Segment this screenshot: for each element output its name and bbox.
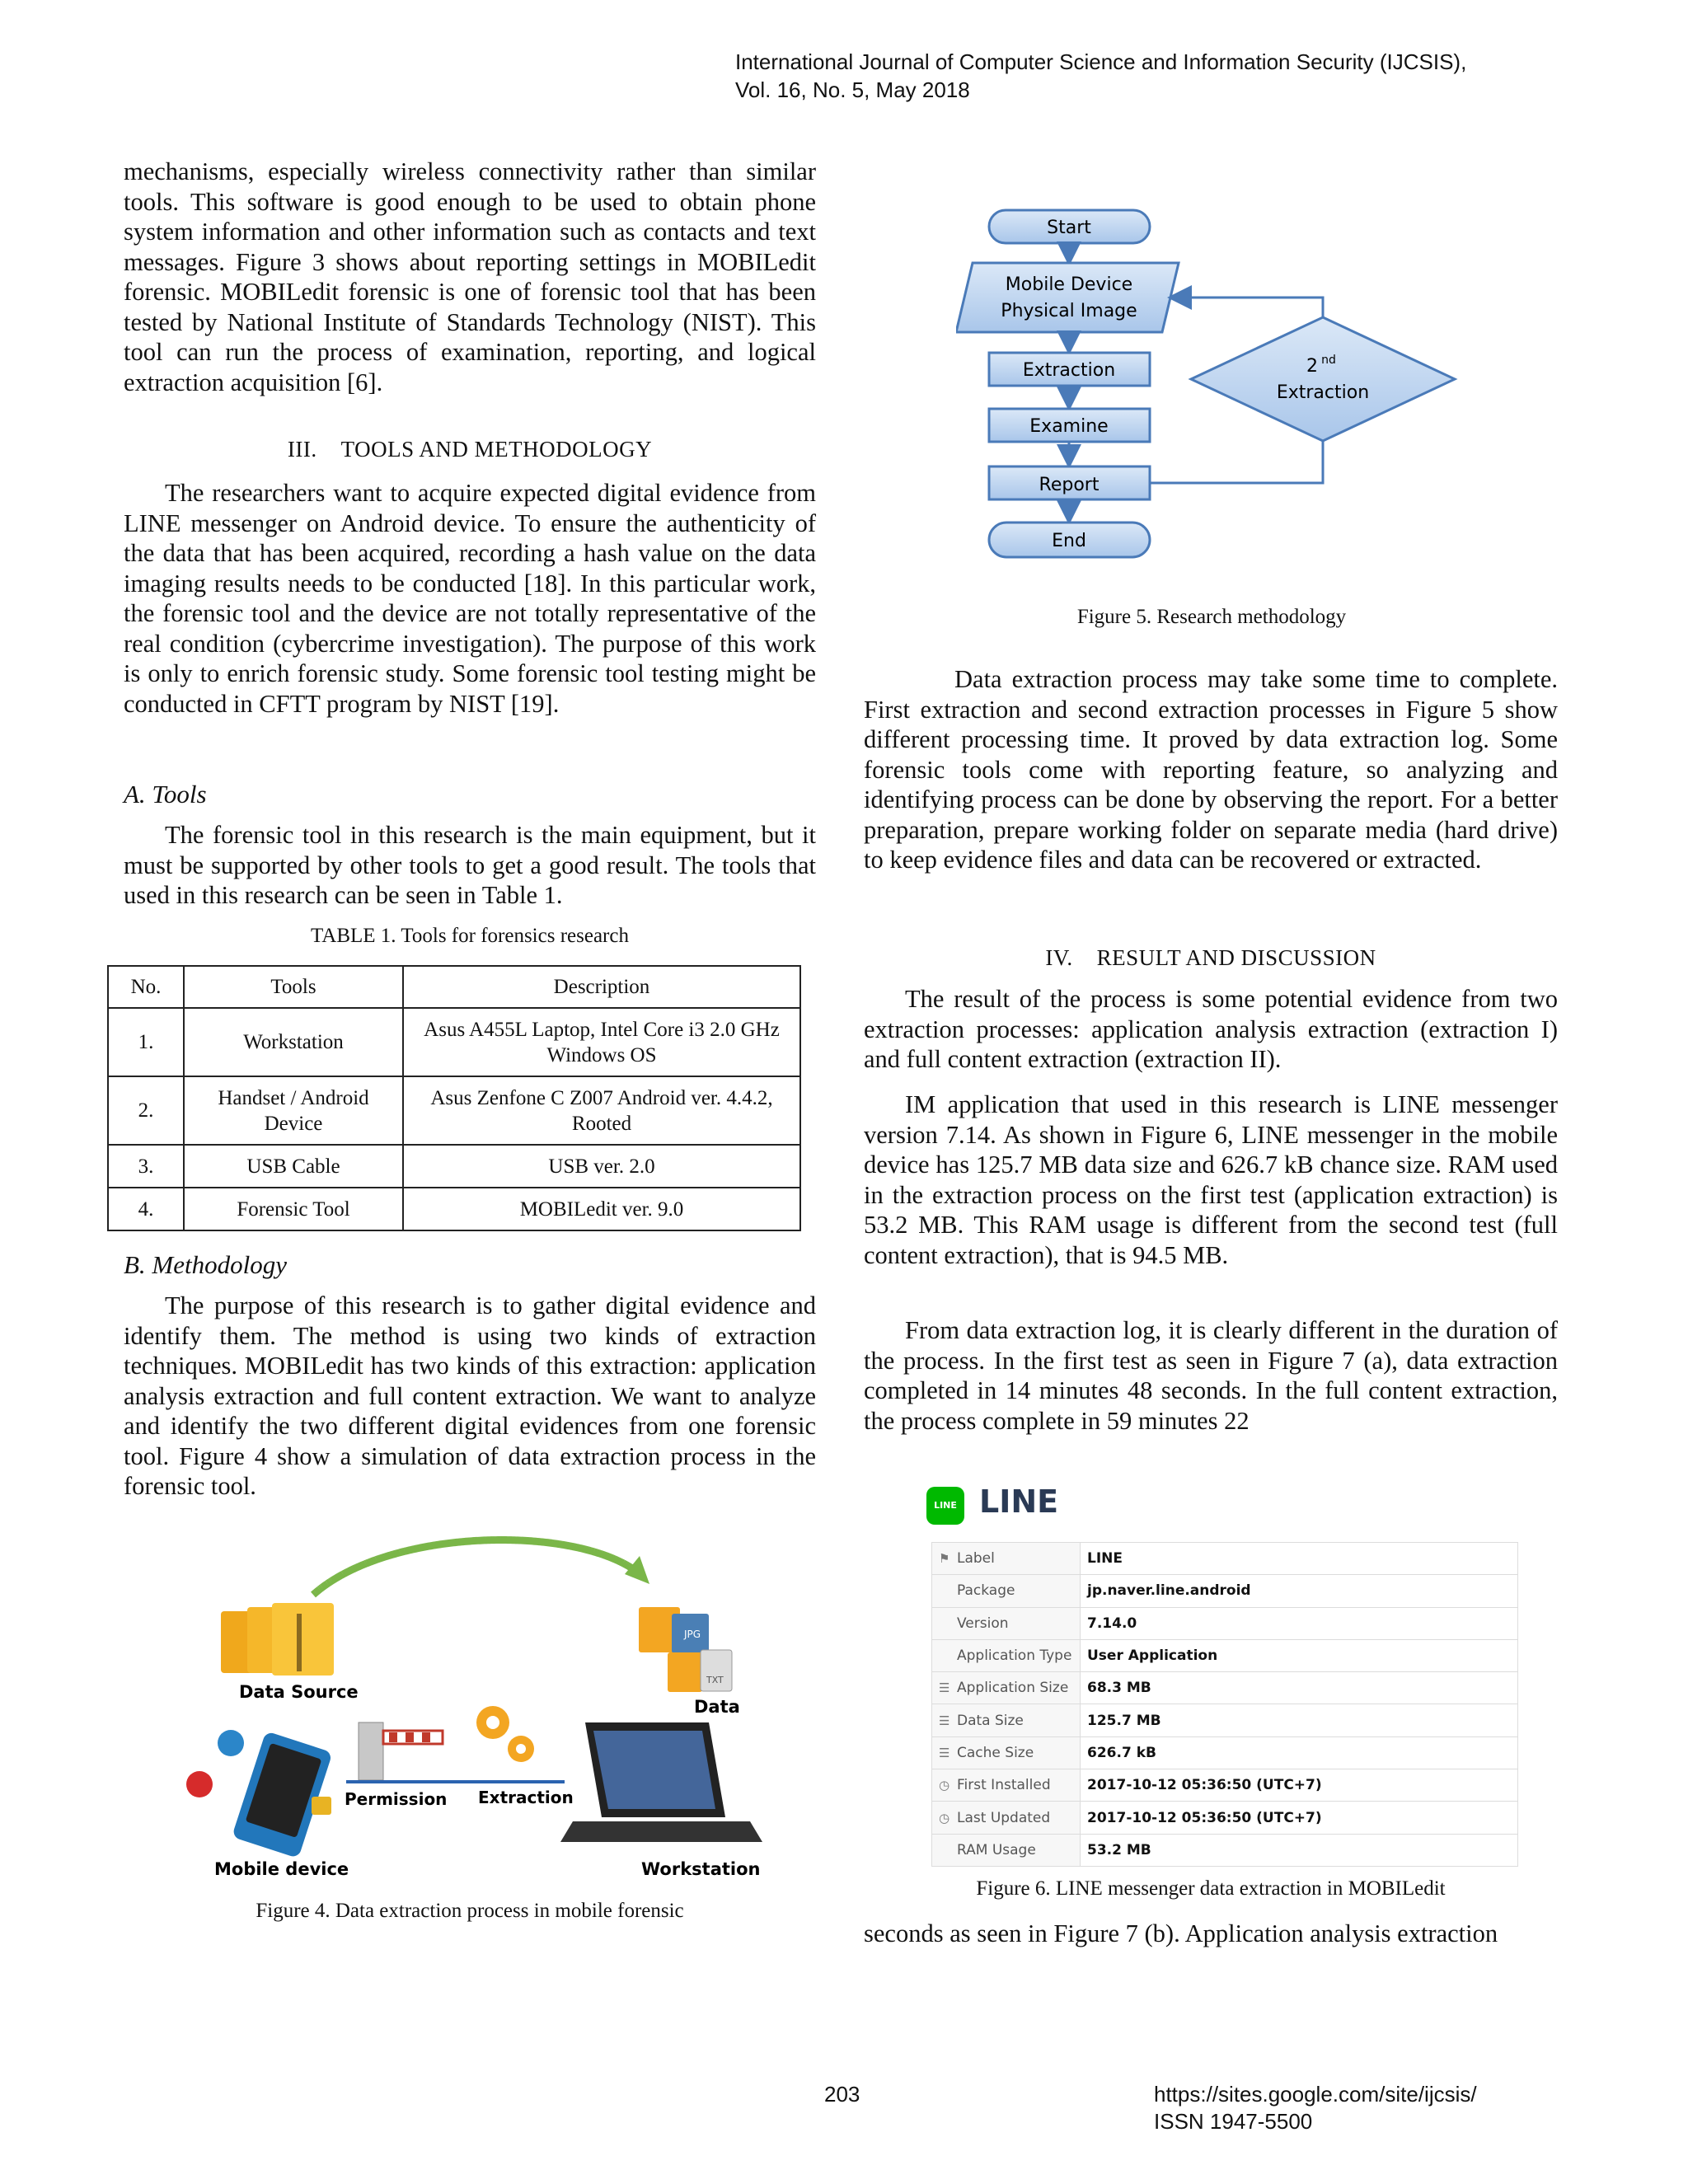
table-1-caption: TABLE 1. Tools for forensics research (311, 925, 629, 947)
table-cell-tool: USB Cable (184, 1145, 403, 1188)
journal-header-line1: International Journal of Computer Science and Information Security (IJCSIS), (735, 49, 1467, 74)
row-value: 53.2 MB (1081, 1834, 1518, 1866)
row-key: RAM Usage (957, 1841, 1036, 1858)
second-extraction-node (1191, 317, 1455, 441)
section-4-number: IV. (1045, 945, 1073, 970)
row-key: Last Updated (957, 1809, 1051, 1826)
table-cell-description: Asus Zenfone C Z007 Android ver. 4.4.2, Rooted (403, 1076, 800, 1145)
row-key: Application Type (957, 1647, 1072, 1665)
mobile-device-line1: Mobile Device (1005, 274, 1133, 295)
start-label: Start (1047, 218, 1091, 238)
left-para-1: mechanisms, especially wireless connectivity rather than similar tools. This software is good enough to be used to obtain phone system information and other information such as contacts and text messages. Figure 3 shows about reporting settings in MOBILedit forensic. MOBILedit forensic is one of forensic tool that has been tested by National Institute of Standards Technology (NIST). This tool can run the process of examination, reporting, and logical extraction acquisition [6]. (124, 157, 816, 396)
table-header-description: Description (403, 966, 800, 1008)
examine-label: Examine (1029, 416, 1109, 437)
table-row (932, 1639, 1518, 1671)
tools-table (107, 965, 801, 1231)
journal-header (735, 48, 1559, 104)
table-row (108, 1076, 800, 1145)
table-cell-tool: Forensic Tool (184, 1188, 403, 1230)
table-row (108, 1188, 800, 1230)
row-value: 626.7 kB (1081, 1736, 1518, 1769)
left-para-2: The researchers want to acquire expected digital evidence from LINE messenger on Android device. To ensure the authenticity of the data that has been acquired, recording a hash value on the data imaging results needs to be conducted [18]. In this particular work, the forensic tool and the device are not totally representative of the real condition (cybercrime investigation). The purpose of this work is only to enrich forensic study. Some forensic tool testing might be conducted in CFTT program by NIST [19]. (124, 479, 816, 718)
extraction-node-label: Extraction (1022, 360, 1116, 381)
figure-6-caption: Figure 6. LINE messenger data extraction in MOBILedit (976, 1877, 1446, 1900)
left-para-3: The forensic tool in this research is the main equipment, but it must be supported by other tools to get a good result. The tools that used in this research can be seen in Table 1. (124, 821, 816, 909)
row-value: jp.naver.line.android (1081, 1575, 1518, 1607)
loop-report-to-diamond (1150, 441, 1323, 483)
row-value: LINE (1081, 1543, 1518, 1575)
section-4-heading (864, 945, 1558, 971)
table-row (932, 1802, 1518, 1834)
left-para-4: The purpose of this research is to gather digital evidence and identify them. The method is using two kinds of extraction techniques. MOBILedit has two kinds of this extraction: application analysis extraction and full content extraction. We want to analyze and identify the two different digital evidences from one forensic tool. Figure 4 show a simulation of data extraction process in the forensic tool. (124, 1291, 816, 1500)
row-key: Cache Size (957, 1744, 1034, 1761)
right-para-3: IM application that used in this research is LINE messenger version 7.14. As shown in Figure 6, LINE messenger in the mobile device has 125.7 MB data size and 626.7 kB chance size. RAM used in the extraction process on the first test (application extraction) is 53.2 MB. This RAM usage is different from the second test (full content extraction), that is 94.5 MB. (864, 1090, 1558, 1269)
table-cell-no: 1. (108, 1008, 184, 1076)
second-number: 2 (1306, 356, 1318, 377)
data-label: Data (694, 1697, 740, 1717)
row-value: 68.3 MB (1081, 1672, 1518, 1704)
database-icon: ☰ (939, 1745, 950, 1760)
row-value: 125.7 MB (1081, 1704, 1518, 1736)
row-value: 7.14.0 (1081, 1607, 1518, 1639)
row-key: First Installed (957, 1777, 1051, 1794)
journal-header-line2: Vol. 16, No. 5, May 2018 (735, 77, 970, 102)
database-icon: ☰ (939, 1713, 950, 1728)
line-logo-icon: LINE (926, 1487, 964, 1525)
workstation-label: Workstation (641, 1859, 761, 1879)
footer-issn: ISSN 1947-5500 (1154, 2109, 1313, 2134)
row-key: Package (957, 1582, 1015, 1600)
table-cell-description: USB ver. 2.0 (403, 1145, 800, 1188)
table-header-row (108, 966, 800, 1008)
right-para-5: seconds as seen in Figure 7 (b). Application analysis extraction (864, 1919, 1498, 1947)
right-para-1: Data extraction process may take some time to complete. First extraction and second extraction processes in Figure 5 show different processing time. It proved by data extraction log. Some forensic tools come with reporting feature, so analyzing and identifying process can be done by observing the report. For a better preparation, prepare working folder on separate media (hard drive) to keep evidence files and data can be recovered or extracted. (864, 665, 1558, 874)
second-superscript: nd (1321, 354, 1336, 367)
table-cell-tool: Workstation (184, 1008, 403, 1076)
section-3-title: TOOLS AND METHODOLOGY (340, 437, 653, 462)
loop-diamond-to-mobile (1172, 298, 1323, 317)
table-row (932, 1543, 1518, 1575)
second-extraction-label: Extraction (1276, 382, 1370, 403)
row-value: 2017-10-12 05:36:50 (UTC+7) (1081, 1802, 1518, 1834)
app-name: LINE (979, 1483, 1059, 1520)
data-source-folders-icon (221, 1603, 334, 1675)
figure-4-diagram (173, 1525, 799, 1879)
section-4-title: RESULT AND DISCUSSION (1096, 945, 1376, 970)
row-key: Label (957, 1550, 995, 1568)
figure-5-caption: Figure 5. Research methodology (1076, 606, 1347, 628)
row-key: Application Size (957, 1680, 1069, 1697)
figure-6-header (926, 1483, 1520, 1533)
table-row (108, 1008, 800, 1076)
database-icon: ☰ (939, 1680, 950, 1696)
tag-icon: ⚑ (939, 1551, 950, 1567)
mobile-device-icon (186, 1730, 333, 1858)
table-row (932, 1607, 1518, 1639)
table-row (108, 1145, 800, 1188)
row-value: 2017-10-12 05:36:50 (UTC+7) (1081, 1769, 1518, 1802)
workstation-laptop-icon (560, 1722, 762, 1842)
figure-5-flowchart (956, 202, 1467, 573)
report-label: Report (1039, 475, 1100, 495)
right-para-4: From data extraction log, it is clearly different in the duration of the process. In the first test as seen in Figure 7 (a), data extraction completed in 14 minutes 48 seconds. In the full content extraction, the process complete in 59 minutes 22 (864, 1316, 1558, 1435)
table-row (932, 1736, 1518, 1769)
table-header-tools: Tools (184, 966, 403, 1008)
row-key: Version (957, 1615, 1009, 1632)
line-details-table (931, 1542, 1518, 1867)
table-cell-description: MOBILedit ver. 9.0 (403, 1188, 800, 1230)
subsection-a-heading: A. Tools (124, 780, 207, 808)
figure-4-caption: Figure 4. Data extraction process in mobile forensic (256, 1900, 684, 1922)
table-row (932, 1575, 1518, 1607)
footer-url[interactable]: https://sites.google.com/site/ijcsis/ (1154, 2082, 1477, 2107)
flow-arc (313, 1540, 635, 1595)
data-source-label: Data Source (239, 1682, 359, 1702)
table-header-no: No. (108, 966, 184, 1008)
table-cell-no: 4. (108, 1188, 184, 1230)
extraction-label: Extraction (478, 1788, 574, 1807)
mobile-device-line2: Physical Image (1001, 301, 1137, 321)
table-cell-no: 3. (108, 1145, 184, 1188)
row-key: Data Size (957, 1712, 1024, 1729)
mobile-device-node (956, 263, 1179, 332)
table-row (932, 1672, 1518, 1704)
table-row (932, 1769, 1518, 1802)
jpg-label: JPG (684, 1629, 701, 1640)
extraction-gears-icon (476, 1706, 534, 1762)
table-cell-no: 2. (108, 1076, 184, 1145)
permission-barrier-icon (359, 1722, 443, 1780)
flow-arrowhead (625, 1556, 649, 1584)
table-cell-tool: Handset / Android Device (184, 1076, 403, 1145)
subsection-b-heading: B. Methodology (124, 1250, 288, 1279)
row-value: User Application (1081, 1639, 1518, 1671)
clock-icon: ◷ (939, 1810, 950, 1825)
mobile-device-label: Mobile device (214, 1859, 349, 1879)
txt-label: TXT (706, 1675, 724, 1685)
table-row (932, 1834, 1518, 1866)
page-number: 203 (824, 2082, 860, 2107)
table-cell-description: Asus A455L Laptop, Intel Core i3 2.0 GHz Windows OS (403, 1008, 800, 1076)
permission-label: Permission (345, 1789, 448, 1809)
end-label: End (1052, 531, 1086, 551)
clock-icon: ◷ (939, 1778, 950, 1793)
table-row (932, 1704, 1518, 1736)
section-3-number: III. (287, 437, 317, 462)
right-para-2: The result of the process is some potential evidence from two extraction processes: application analysis extraction (extraction I) and full content extraction (extraction II). (864, 985, 1558, 1073)
section-3-heading (124, 437, 816, 462)
